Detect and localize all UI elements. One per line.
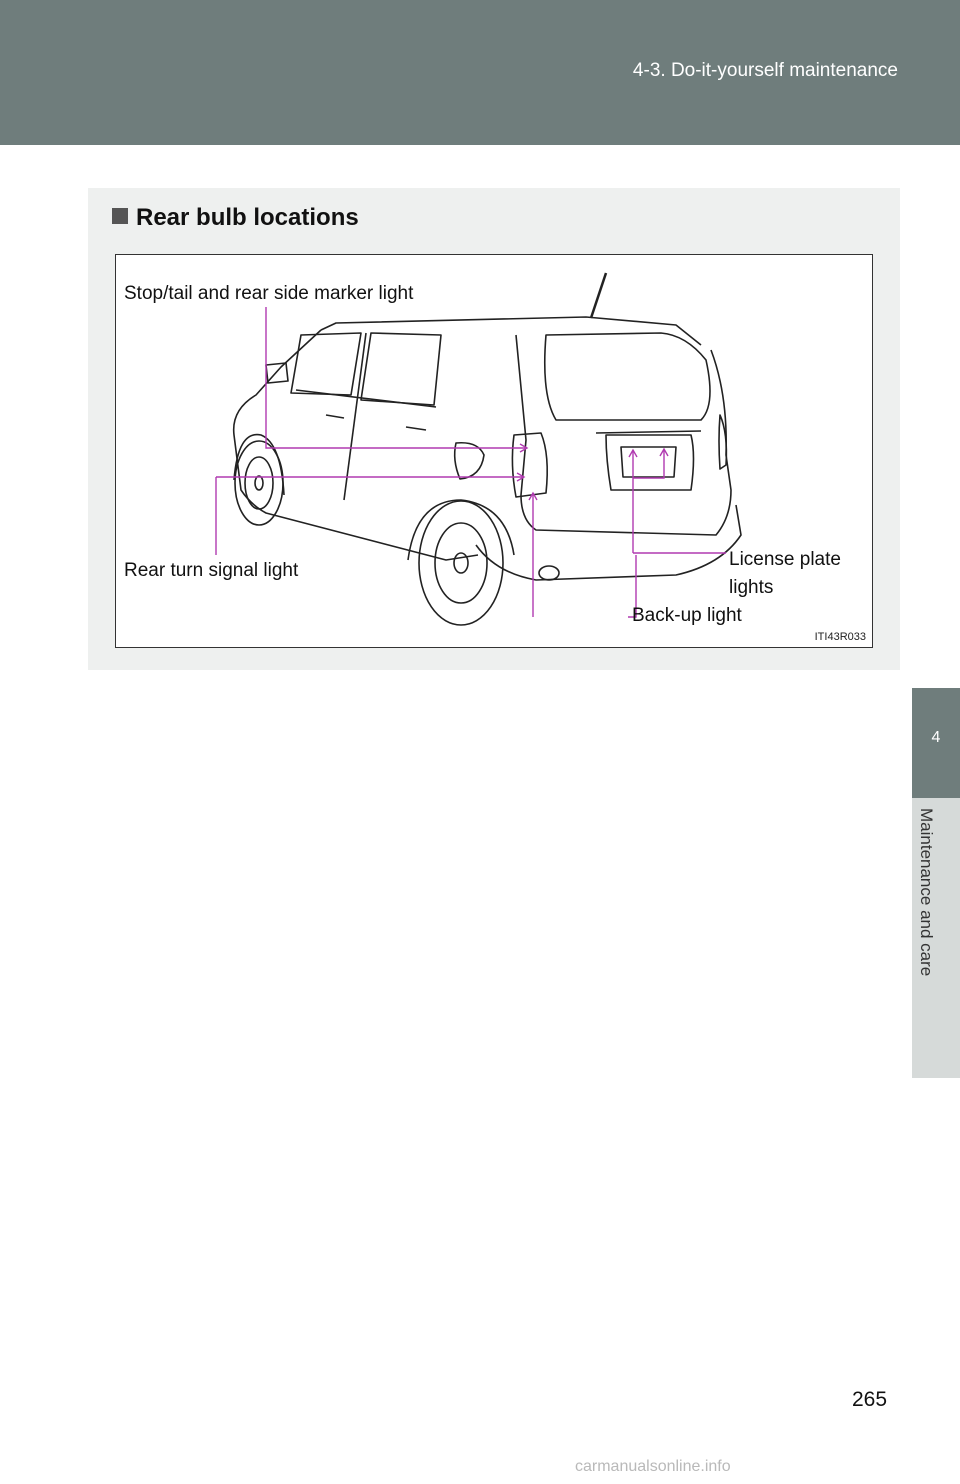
callout-stop-tail: Stop/tail and rear side marker light: [124, 283, 414, 304]
header-title: 4-3. Do-it-yourself maintenance: [632, 60, 898, 81]
rear-bulb-figure: [115, 254, 873, 648]
callout-arrowheads: [517, 444, 668, 500]
callout-license-line1: License plate: [729, 549, 841, 570]
chapter-tab-number[interactable]: 4: [912, 688, 960, 798]
page-number: 265: [852, 1388, 888, 1411]
callout-rear-turn: Rear turn signal light: [124, 560, 299, 581]
chapter-label-text: Maintenance and care: [917, 808, 936, 977]
section-heading: [112, 204, 359, 232]
figure-code: ITI43R033: [814, 631, 866, 643]
callout-license-line2: lights: [729, 577, 774, 598]
car-outline: [234, 273, 741, 625]
section-heading-text: Rear bulb locations: [136, 204, 359, 231]
license-leader-right: [633, 449, 664, 478]
watermark: carmanualsonline.info: [575, 1458, 731, 1475]
stop-tail-leader: [266, 307, 527, 448]
chapter-tab-label[interactable]: [912, 798, 960, 1078]
page-header: [0, 0, 960, 145]
callout-backup: Back-up light: [632, 605, 742, 626]
rear-bulb-section: [88, 188, 900, 670]
square-bullet-icon: [112, 208, 128, 224]
